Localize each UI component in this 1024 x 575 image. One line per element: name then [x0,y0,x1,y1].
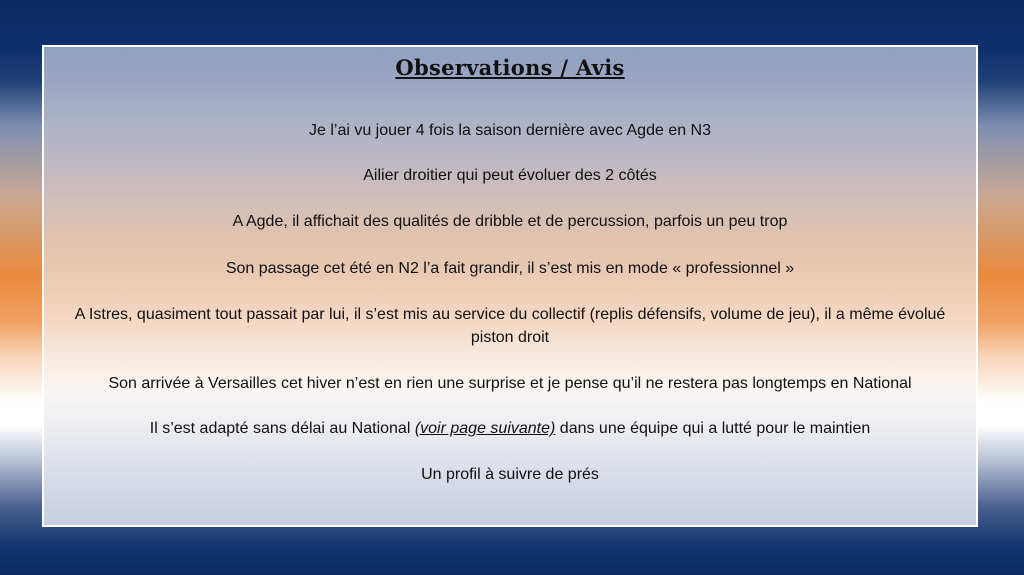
adapted-text-before: Il s’est adapté sans délai au National [149,420,415,437]
observations-panel [42,45,978,527]
observation-line: Je l’ai vu jouer 4 fois la saison dernière avec Agde en N3 [308,122,711,139]
observation-line: Son arrivée à Versailles cet hiver n’est en rien une surprise et je pense qu’il ne restera pas longtemps en National [108,375,912,392]
observation-line: Son passage cet été en N2 l’a fait grandir, il s’est mis en mode « professionnel » [225,260,795,277]
observation-line: A Istres, quasiment tout passait par lui, il s’est mis au service du collectif (replis défensifs, volume de jeu), il a même évolué piston droit [74,306,946,346]
observation-line: Ailier droitier qui peut évoluer des 2 côtés [363,167,657,184]
next-page-link[interactable]: (voir page suivante) [414,420,556,437]
observation-line: Un profil à suivre de prés [421,466,599,483]
slide-title: Observations / Avis [395,55,625,80]
adapted-text-after: dans une équipe qui a lutté pour le maintien [555,420,871,437]
observation-line: A Agde, il affichait des qualités de dribble et de percussion, parfois un peu trop [232,213,788,230]
observation-line-adapted [54,417,966,440]
